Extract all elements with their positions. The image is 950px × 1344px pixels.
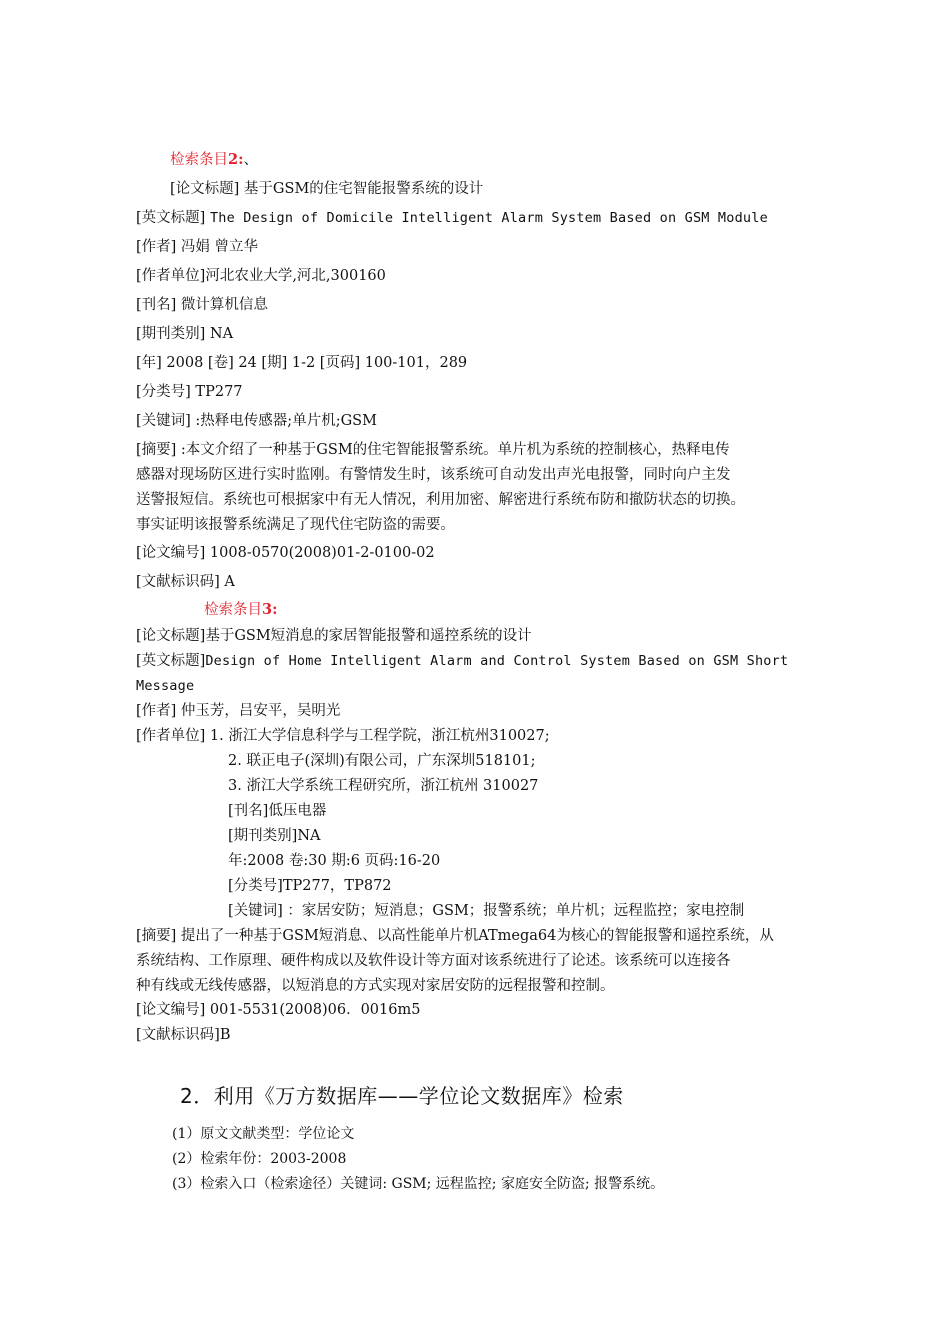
- entry2-abstract-line: 事实证明该报警系统满足了现代住宅防盗的需要。: [136, 517, 455, 533]
- entry2-heading-num: 2:: [228, 151, 244, 168]
- entry2-affiliation: [作者单位]河北农业大学,河北,300160: [136, 268, 386, 284]
- entry3-en-title-value: Design of Home Intelligent Alarm and Control System Based on GSM Short: [205, 653, 789, 669]
- entry3-affiliation-1: [作者单位] 1. 浙江大学信息科学与工程学院，浙江杭州310027;: [136, 728, 550, 744]
- entry2-keywords: [关键词] :热释电传感器;单片机;GSM: [136, 413, 377, 429]
- entry2-en-title: [136, 208, 768, 228]
- entry3-abstract-line: [摘要] 提出了一种基于GSM短消息、以高性能单片机ATmega64为核心的智能报警和遥控系统，从: [136, 928, 774, 944]
- entry3-heading-prefix: 检索条目: [204, 602, 262, 618]
- entry3-en-title-cont: Message: [136, 678, 195, 694]
- entry3-journal: [刊名]低压电器: [228, 803, 327, 819]
- entry2-title: [论文标题] 基于GSM的住宅智能报警系统的设计: [170, 181, 484, 197]
- entry2-doc-code: [文献标识码] A: [136, 574, 235, 590]
- entry2-heading-prefix: 检索条目: [170, 152, 228, 168]
- entry3-doc-code: [文献标识码]B: [136, 1027, 231, 1043]
- entry3-en-title-label: [英文标题]: [136, 653, 206, 669]
- entry3-abstract-line: 系统结构、工作原理、硬件构成以及软件设计等方面对该系统进行了论述。该系统可以连接各: [136, 953, 731, 969]
- entry2-paper-no: [论文编号] 1008-0570(2008)01-2-0100-02: [136, 545, 435, 561]
- entry2-heading: [170, 150, 258, 170]
- entry2-en-title-label: [英文标题]: [136, 210, 206, 226]
- entry2-author: [作者] 冯娟 曾立华: [136, 239, 259, 255]
- entry2-category: [期刊类别] NA: [136, 326, 234, 342]
- entry3-abstract-line: 种有线或无线传感器，以短消息的方式实现对家居安防的远程报警和控制。: [136, 978, 615, 994]
- entry3-en-title: [136, 651, 788, 671]
- entry3-heading-num: 3:: [262, 601, 278, 618]
- section2-item: (2）检索年份：2003-2008: [172, 1151, 347, 1167]
- section2-heading: 2．利用《万方数据库——学位论文数据库》检索: [180, 1084, 624, 1108]
- entry2-year-volume: [年] 2008 [卷] 24 [期] 1-2 [页码] 100-101，289: [136, 355, 468, 371]
- section2-item: (1）原文文献类型：学位论文: [172, 1126, 355, 1142]
- section2-item: (3）检索入口（检索途径）关键词: GSM; 远程监控; 家庭安全防盗; 报警系统。: [172, 1176, 665, 1192]
- entry3-affiliation-2: 2. 联正电子(深圳)有限公司，广东深圳518101;: [228, 753, 536, 769]
- entry3-paper-no: [论文编号] 001-5531(2008)06．0016m5: [136, 1002, 421, 1018]
- entry3-author: [作者] 仲玉芳，吕安平，吴明光: [136, 703, 341, 719]
- entry2-abstract-line: 感器对现场防区进行实时监刚。有警情发生时，该系统可自动发出声光电报警，同时向户主发: [136, 467, 731, 483]
- entry3-affiliation-3: 3. 浙江大学系统工程研究所，浙江杭州 310027: [228, 778, 539, 794]
- entry2-en-title-value: The Design of Domicile Intelligent Alarm System Based on GSM Module: [209, 210, 768, 226]
- entry3-class-no: [分类号]TP277，TP872: [228, 878, 392, 894]
- entry2-journal: [刊名] 微计算机信息: [136, 297, 268, 313]
- entry3-category: [期刊类别]NA: [228, 828, 321, 844]
- entry3-heading: [204, 600, 277, 620]
- entry3-year-volume: 年:2008 卷:30 期:6 页码:16-20: [228, 853, 441, 869]
- entry2-heading-suffix: 、: [243, 152, 258, 168]
- entry2-abstract-line: [摘要] :本文介绍了一种基于GSM的住宅智能报警系统。单片机为系统的控制核心，热释电传: [136, 442, 730, 458]
- entry2-abstract-line: 送警报短信。系统也可根据家中有无人情况，利用加密、解密进行系统布防和撤防状态的切换。: [136, 492, 745, 508]
- entry3-keywords: [关键词] ：家居安防；短消息；GSM；报警系统；单片机；远程监控；家电控制: [228, 903, 745, 919]
- entry3-title: [论文标题]基于GSM短消息的家居智能报警和遥控系统的设计: [136, 628, 532, 644]
- entry2-class-no: [分类号] TP277: [136, 384, 243, 400]
